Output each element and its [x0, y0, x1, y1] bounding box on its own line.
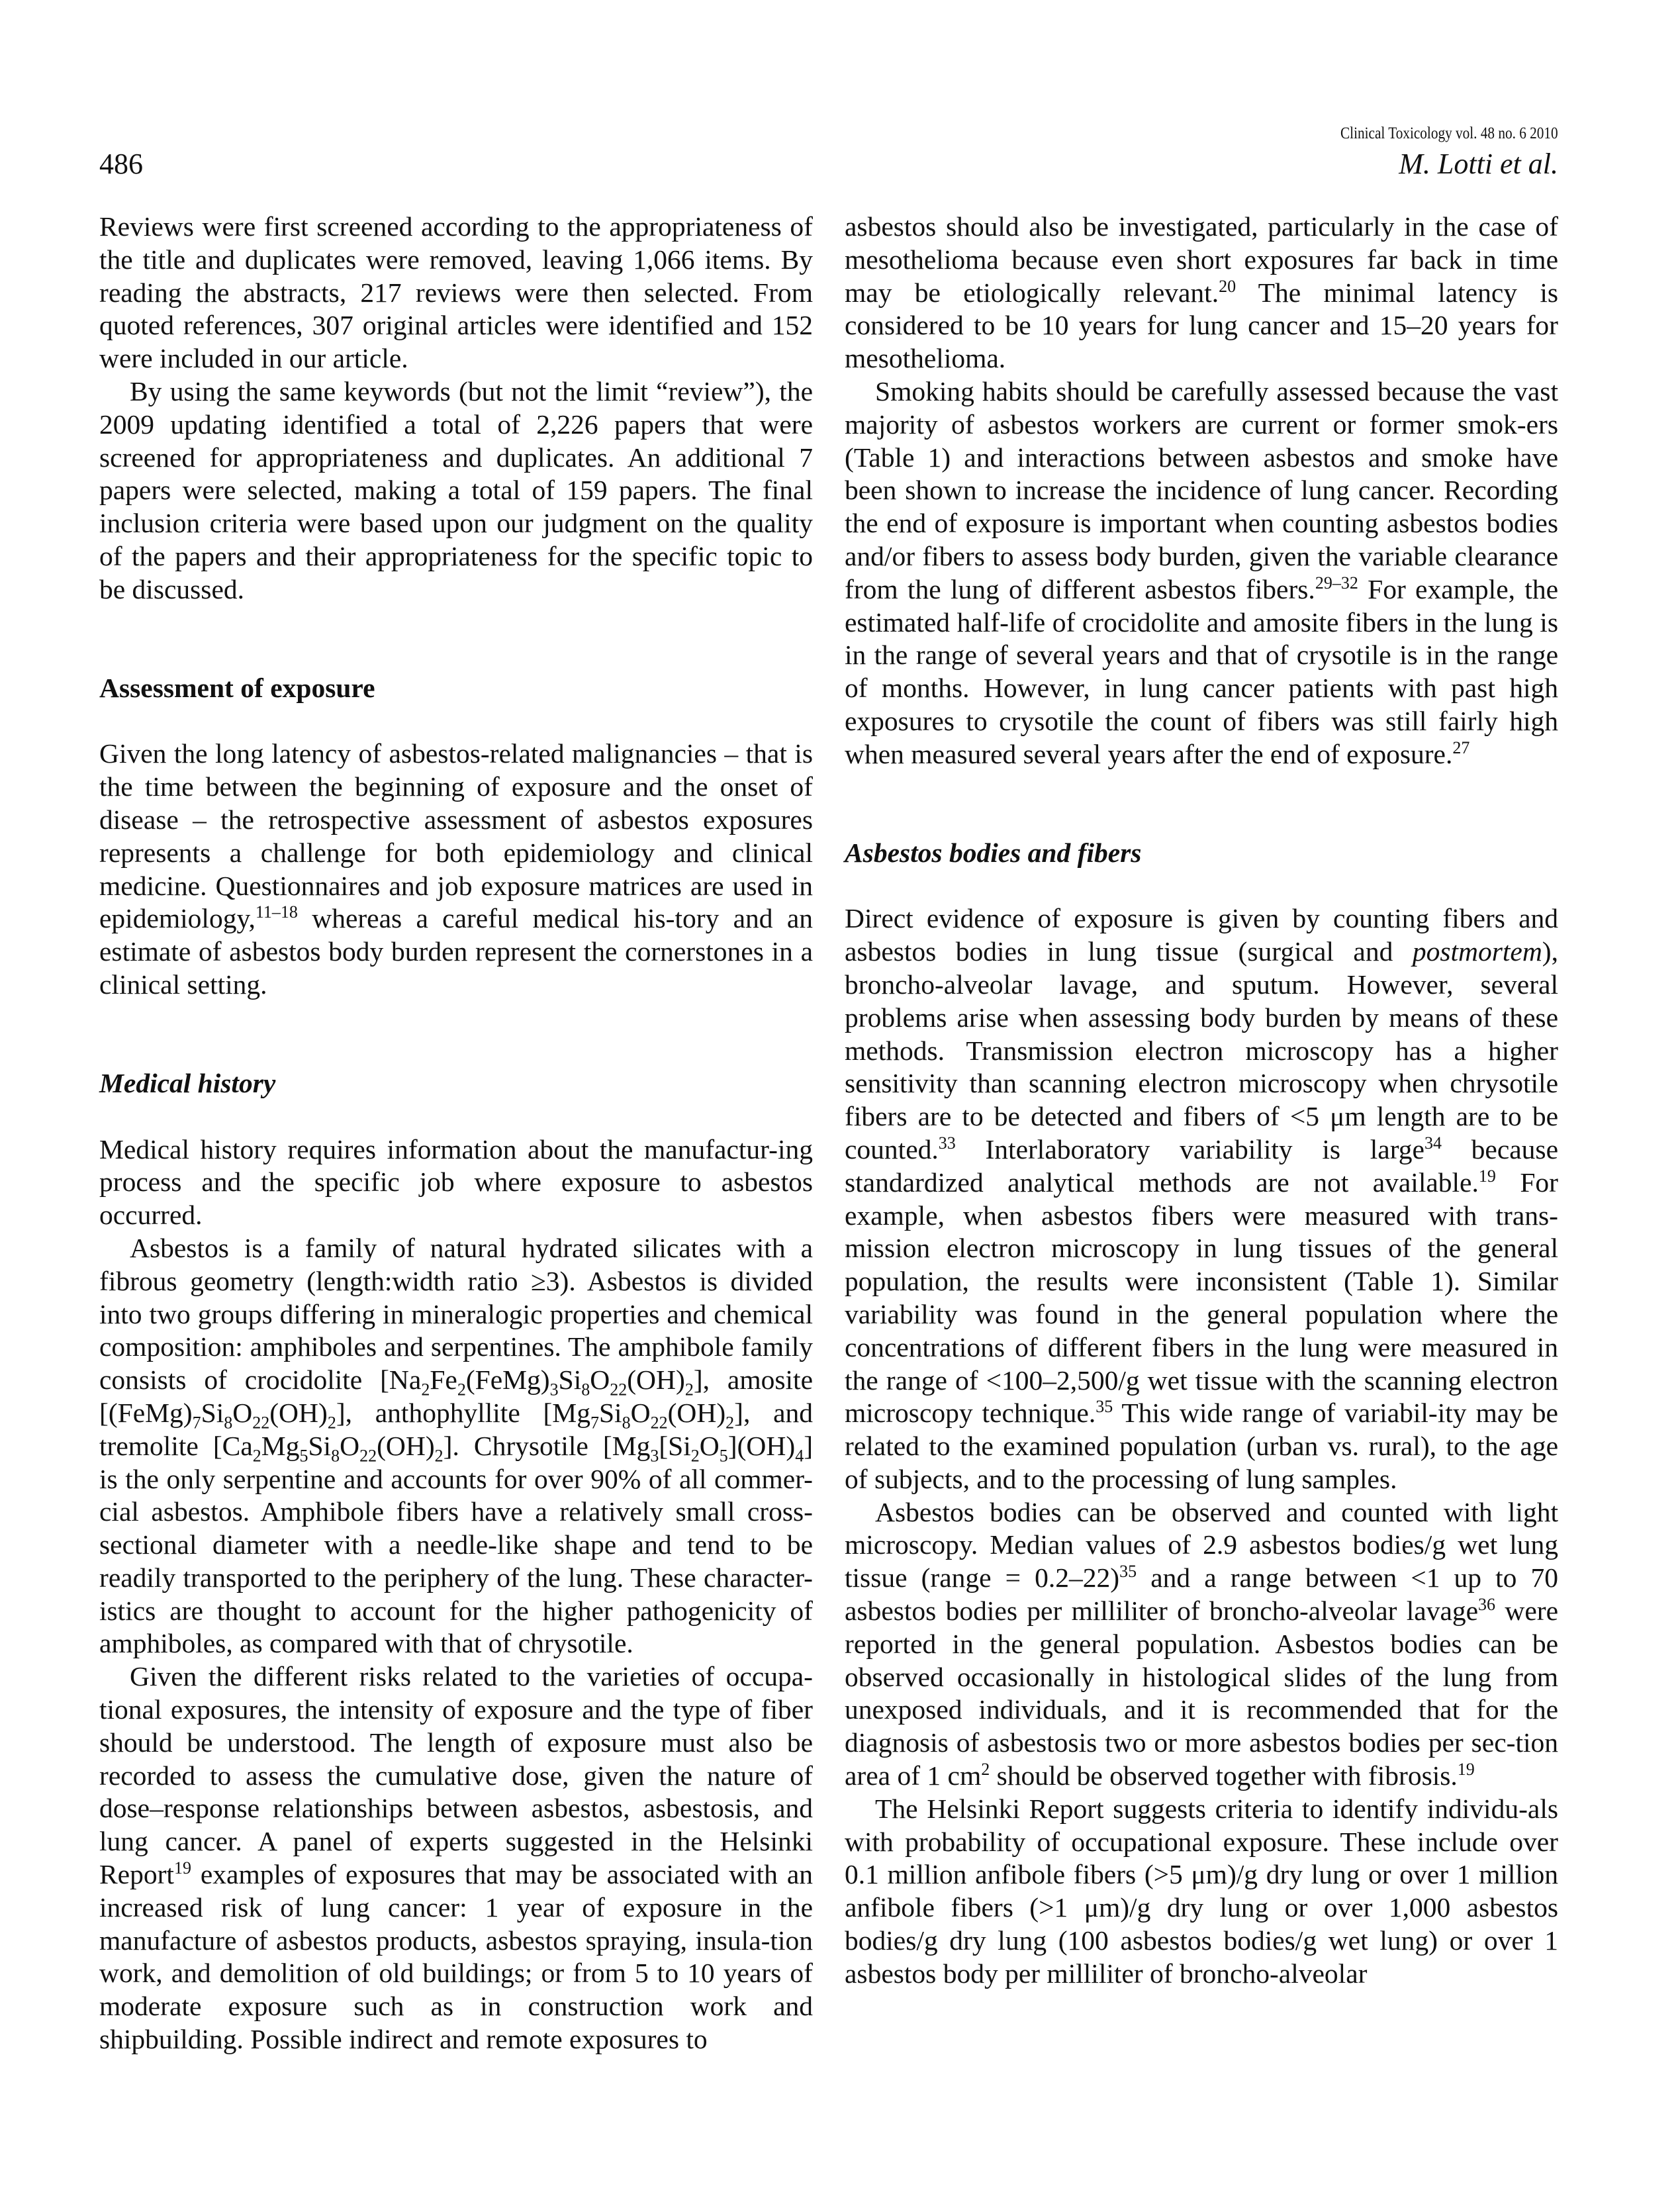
subscript: 2: [684, 1380, 694, 1400]
paragraph: Smoking habits should be carefully assessed because the vast majority of asbestos workers are current or former smok-ers (Table 1) and interactions between asbestos and smoke have been shown to increase the incidence of lung cancer. Recording the end of exposure is important when counting asbestos bodies and/or fibers to assess body burden, given the variable clearance from the lung of different asbestos fibers.$^{29-32}$ For example, the estimated half-life of crocidolite and amosite fibers in the lung is in the range of several years and that of crysotile is in the range of months. However, in lung cancer patients with past high exposures to crysotile the count of fibers was still fairly high when measured several years after the end of exposure.$^{27}$: [845, 375, 1559, 769]
journal-citation: Clinical Toxicology vol. 48 no. 6 2010: [1340, 124, 1558, 142]
citation-superscript: 2: [981, 1760, 990, 1780]
citation-superscript: 19: [1478, 1166, 1496, 1186]
paragraph: The Helsinki Report suggests criteria to identify individu-als with probability of occupational exposure. These include over 0.1 million anfibole fibers (>5 μm)/g dry lung or over 1 million anfibole fibers (>1 μm)/g dry lung or over 1,000 asbestos bodies/g dry lung (100 asbestos bodies/g wet lung) or over 1 asbestos body per milliliter of broncho-alveolar: [845, 1793, 1558, 1989]
section-heading: Asbestos bodies and fibers: [845, 837, 1142, 868]
subscript: 4: [795, 1446, 804, 1465]
citation-superscript: 36: [1478, 1595, 1496, 1615]
subscript: 3: [549, 1380, 559, 1400]
paragraph: Given the long latency of asbestos-related malignancies – that is the time between the beginning of exposure and the onset of disease – the retrospective assessment of asbestos exposures represents a challenge for both epidemiology and clinical medicine. Questionnaires and job exposure matrices are used in epidemiology,$^{11-18}$ whereas a careful medical his-tory and an estimate of asbestos body burden represent the cornerstones in a clinical setting.: [99, 738, 813, 1000]
citation-superscript: 29–32: [1315, 573, 1358, 593]
paragraph: Given the different risks related to the varieties of occupa-tional exposures, the intensity of exposure and the type of fiber should be understood. The length of exposure must also be recorded to assess the cumulative dose, given the nature of dose–response relationships between asbestos, asbestosis, and lung cancer. A panel of experts suggested in the Helsinki Report$^{19}$ examples of exposures that may be associated with an increased risk of lung cancer: 1 year of exposure in the manufacture of asbestos products, asbestos spraying, insula-tion work, and demolition of old buildings; or from 5 to 10 years of moderate exposure such as in construction work and shipbuilding. Possible indirect and remote exposures to: [99, 1661, 813, 2055]
citation-superscript: 34: [1424, 1133, 1442, 1153]
subscript: 7: [590, 1413, 599, 1433]
subscript: 5: [719, 1446, 728, 1465]
running-head-authors: M. Lotti et al.: [1399, 148, 1558, 180]
left-column: [99, 211, 813, 2056]
subscript: 8: [331, 1446, 340, 1465]
subscript: 7: [192, 1413, 201, 1433]
paragraph: asbestos should also be investigated, particularly in the case of mesothelioma because even short exposures far back in time may be etiologically relevant.$^{20}$ The minimal latency is considered to be 10 years for lung cancer and 15–20 years for mesothelioma.: [845, 211, 1558, 374]
citation-superscript: 27: [1452, 738, 1470, 757]
citation-superscript: 35: [1096, 1397, 1113, 1417]
citation-superscript: 33: [938, 1133, 956, 1153]
subscript: 2: [457, 1380, 466, 1400]
subscript: 22: [650, 1413, 668, 1433]
citation-superscript: 19: [173, 1858, 191, 1878]
subscript: 8: [224, 1413, 233, 1433]
paragraph: Direct evidence of exposure is given by counting fibers and asbestos bodies in lung tissue (surgical and postmortem), broncho-alveolar lavage, and sputum. However, several problems arise when assessing body burden by means of these methods. Transmission electron microscopy has a higher sensitivity than scanning electron microscopy when chrysotile fibers are to be detected and fibers of <5 μm length are to be counted.$^{33}$ Interlaboratory variability is large$^{34}$ because standardized analytical methods are not available.$^{19}$ For example, when asbestos fibers were measured with trans-mission electron microscopy in lung tissues of the general population, the results were inconsistent (Table 1). Similar variability was found in the general population where the concentrations of different fibers in the lung were measured in the range of <100–2,500/g wet tissue with the scanning electron microscopy technique.$^{35}$ This wide range of variabil-ity may be related to the examined population (urban vs. rural), to the age of subjects, and to the processing of lung samples.: [845, 903, 1558, 1494]
subscript: 2: [327, 1413, 336, 1433]
subscript: 5: [299, 1446, 308, 1465]
paragraph: By using the same keywords (but not the limit “review”), the 2009 updating identified a total of 2,226 papers that were screened for appropriateness and duplicates. An additional 7 papers were selected, making a total of 159 papers. The final inclusion criteria were based upon our judgment on the quality of the papers and their appropriateness for the specific topic to be discussed.: [99, 375, 813, 604]
subscript: 2: [434, 1446, 443, 1465]
subscript: 8: [581, 1380, 590, 1400]
page-number: 486: [99, 148, 143, 180]
section-heading: Assessment of exposure: [99, 672, 375, 703]
right-column: [845, 211, 1558, 1991]
subscript: 8: [622, 1413, 631, 1433]
section-heading: Medical history: [99, 1067, 276, 1098]
subscript: 22: [252, 1413, 270, 1433]
subscript: 2: [252, 1446, 261, 1465]
subscript: 3: [650, 1446, 659, 1465]
citation-superscript: 20: [1219, 276, 1237, 296]
paragraph: Reviews were first screened according to the appropriateness of the title and duplicates were removed, leaving 1,066 items. By reading the abstracts, 217 reviews were then selected. From quoted references, 307 original articles were identified and 152 were included in our article.: [99, 211, 813, 374]
citation-superscript: 35: [1119, 1562, 1137, 1582]
citation-superscript: 19: [1457, 1760, 1475, 1780]
paragraph: Asbestos is a family of natural hydrated silicates with a fibrous geometry (length:width ratio ≥3). Asbestos is divided into two groups differing in mineralogic properties and chemical composition: amphiboles and serpentines. The amphibole family consists of crocidolite $[Na_2Fe_2(FeMg)_3Si_8O_{22}(OH)_2]$, amosite $[(FeMg)_7Si_8O_{22}(OH)_2]$, anthophyllite $[Mg_7Si_8O_{22}(OH)_2]$, and tremolite $[Ca_2Mg_5Si_8O_{22}(OH)_2]$. Chrysotile $[Mg_3[Si_2O_5](OH)_4]$ is the only serpentine and accounts for over 90% of all commer-cial asbestos. Amphibole fibers have a relatively small cross-sectional diameter with a needle-like shape and tend to be readily transported to the periphery of the lung. These character-istics are thought to account for the higher pathogenicity of amphiboles, as compared with that of chrysotile.: [99, 1232, 814, 1659]
paragraph: Asbestos bodies can be observed and counted with light microscopy. Median values of 2.9 asbestos bodies/g wet lung tissue (range = 0.2–22)$^{35}$ and a range between <1 up to 70 asbestos bodies per milliliter of broncho-alveolar lavage$^{36}$ were reported in the general population. Asbestos bodies can be observed occasionally in histological slides of the lung from unexposed individuals, and it is recommended that for the diagnosis of asbestosis two or more asbestos bodies per sec-tion area of 1 $cm^2$ should be observed together with fibrosis.$^{19}$: [845, 1496, 1558, 1791]
italic-text: postmortem: [1412, 936, 1542, 967]
subscript: 22: [610, 1380, 628, 1400]
subscript: 2: [725, 1413, 735, 1433]
subscript: 22: [359, 1446, 377, 1465]
subscript: 2: [690, 1446, 700, 1465]
paragraph: Medical history requires information about the manufactur-ing process and the specific job where exposure to asbestos occurred.: [99, 1133, 813, 1231]
citation-superscript: 11–18: [255, 902, 298, 922]
subscript: 2: [421, 1380, 430, 1400]
